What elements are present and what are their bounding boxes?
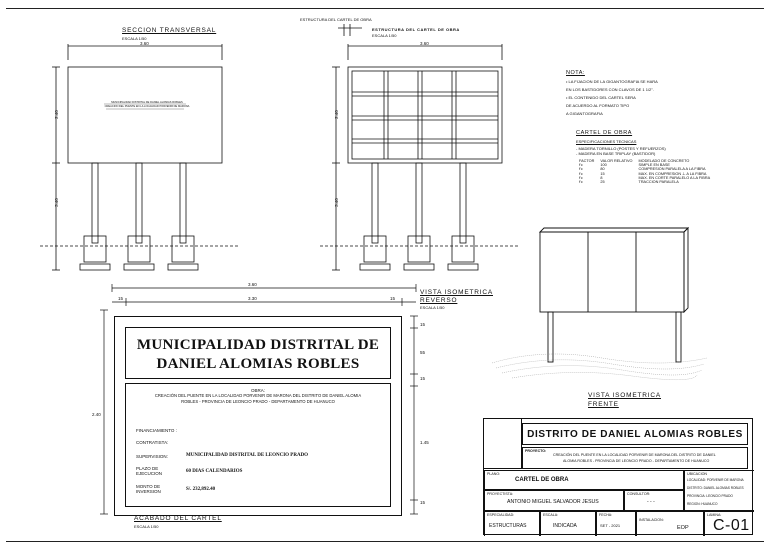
especialidad-cell	[484, 511, 540, 536]
logo-area	[484, 419, 522, 469]
vista-reverso-title: VISTA ISOMETRICA	[420, 289, 493, 296]
vista-reverso-scale: ESCALA 1/50	[420, 305, 445, 310]
spec-cell: 15	[600, 171, 605, 176]
vista-frente-title: VISTA ISOMETRICA	[588, 392, 661, 399]
specs-table	[576, 159, 713, 184]
proyecto-text-1: CREACIÓN DEL PUENTE EN LA LOCALIDAD PORVENIR DE MARONA DEL DISTRITO DE DANIEL	[553, 453, 716, 457]
sign-plazo-value: 60 DIAS CALENDARIOS	[186, 469, 243, 474]
ubicacion-line: PROVINCIA: LEONCIO PRADO	[687, 494, 733, 498]
vista-frente-sub: FRENTE	[588, 401, 619, 408]
spec-col-header: VALOR RELATIVO	[600, 159, 633, 163]
specs-block	[576, 130, 736, 184]
lamina-value: C-01	[713, 517, 750, 534]
sign-body-panel	[125, 383, 391, 507]
spec-cell: COMPRESION PARALELA A LA FIBRA	[638, 167, 706, 171]
estructura-scale: ESCALA 1/50	[372, 33, 397, 38]
sign-monto-label: MONTO DE INVERSION	[136, 484, 161, 494]
proyectista-label: PROYECTISTA:	[487, 492, 514, 496]
spec-cell: 100	[600, 163, 607, 167]
proyectista-value: ANTONIO MIGUEL SALVADOR JESUS	[507, 499, 599, 505]
spec-cell: 25	[600, 180, 605, 184]
acabado-dim-margin-right: 15	[390, 296, 396, 301]
spec-cell: 8	[600, 176, 603, 180]
spec-cell: f'c	[579, 167, 583, 171]
ubicacion-line: DISTRITO: DANIEL ALOMIAS ROBLES	[687, 486, 744, 490]
ubicacion-line: LOCALIDAD: PORVENIR DE MARONA	[687, 478, 744, 482]
sec-dim-lower: 3.40	[53, 198, 59, 207]
seccion-transversal-title: SECCION TRANSVERSAL	[122, 27, 217, 34]
note-line: A GIGANTOGRAFIA	[566, 111, 603, 116]
sec-dim-top: 3.60	[140, 41, 149, 46]
board-small-text	[104, 101, 190, 108]
acabado-scale: ESCALA 1/50	[134, 524, 159, 529]
instalacion-value: EOP	[677, 525, 689, 531]
acabado-dim-total-height: 2.40	[92, 412, 101, 417]
proyecto-label: PROYECTO:	[525, 449, 547, 453]
title-block	[483, 418, 753, 535]
note-line: EN LOS BASTIDORES CON CLAVOS DE 1 1/2".	[566, 87, 654, 92]
consultor-value: - - -	[647, 499, 655, 505]
acabado-title: ACABADO DEL CARTEL	[134, 515, 222, 522]
isometric-frente-drawing	[482, 218, 712, 393]
specs-line: - MADERA EN BASE TRIPLAY (BASTIDOR)	[576, 151, 656, 156]
sign-obra-text-1: CREACIÓN DEL PUENTE EN LA LOCALIDAD PORVENIR DE MARONA DEL DISTRITO DE DANIEL ALOMIA	[154, 393, 362, 398]
acabado-dim-mid: 15	[420, 376, 426, 381]
sign-title-line1: MUNICIPALIDAD DISTRITAL DE	[136, 337, 380, 353]
est-dim-upper: 2.40	[333, 110, 339, 119]
est-dim-top: 3.60	[420, 41, 429, 46]
spec-cell: f'c	[579, 171, 583, 176]
acabado-dim-lower: 1.45	[420, 440, 429, 445]
ubicacion-label: UBICACION	[687, 472, 707, 476]
note-line: DE ACUERDO AL FORMATO TIPO	[566, 103, 630, 108]
sign-title-panel	[125, 327, 391, 379]
structure-label-icon	[338, 24, 362, 36]
instalacion-cell	[636, 511, 704, 536]
sign-outer	[114, 316, 402, 516]
acabado-dim-total-width: 3.60	[248, 282, 257, 287]
lamina-label: LAMINA:	[707, 513, 722, 517]
proyectista-cell	[484, 490, 624, 511]
sign-plazo-label: PLAZO DE EJECUCION	[136, 466, 163, 476]
proyecto-text-2: ALOMIA ROBLES - PROVINCIA DE LEONCIO PRADO - DEPARTAMENTO DE HUANUCO	[563, 459, 710, 463]
especialidad-value: ESTRUCTURAS	[489, 523, 527, 529]
board-small-line: MUNICIPALIDAD DISTRITAL DE DANIEL ALOMIAS ROBLES	[111, 101, 183, 104]
sign-supervision-label: SUPERVISION:	[136, 454, 168, 459]
escala-value: INDICADA	[553, 523, 577, 529]
header-tiny: ESTRUCTURA DEL CARTEL DE OBRA	[300, 17, 372, 22]
district-name: DISTRITO DE DANIEL ALOMIAS ROBLES	[527, 428, 743, 440]
seccion-transversal-scale: ESCALA 1/50	[122, 36, 147, 41]
instalacion-label: INSTALACION:	[639, 518, 664, 522]
acabado-dim-band: 55	[420, 350, 426, 355]
proyecto-cell	[522, 447, 748, 469]
sign-obra-label: OBRA:	[250, 388, 265, 393]
spec-cell: f'c	[579, 180, 583, 184]
lamina-cell	[704, 511, 754, 536]
spec-col-header: FACTOR	[579, 159, 595, 163]
spec-cell: f'c	[579, 176, 583, 180]
sec-dim-upper: 2.40	[53, 110, 59, 119]
vista-reverso-sub: REVERSO	[420, 297, 458, 304]
sign-title-line2: DANIEL ALOMIAS ROBLES	[156, 356, 360, 372]
notes-block	[566, 70, 676, 119]
specs-line: - MADERA TORNILLO (POSTES Y REFUERZOS)	[576, 146, 666, 151]
acabado-dim-inner-width: 3.30	[248, 296, 257, 301]
spec-col-header: MODELADO DE CONCRETO	[638, 159, 690, 163]
acabado-dim-bottom: 15	[420, 500, 426, 505]
consultor-cell	[624, 490, 684, 511]
specs-heading: CARTEL DE OBRA	[576, 130, 633, 136]
plano-value: CARTEL DE OBRA	[515, 477, 569, 483]
note-line: • EL CONTENIDO DEL CARTEL SERA	[566, 95, 636, 100]
spec-cell: TRACCION PARALELA	[638, 180, 679, 184]
ubicacion-cell	[684, 470, 754, 511]
fecha-cell	[596, 511, 636, 536]
acabado-dim-top: 15	[420, 322, 426, 327]
ubicacion-line: REGION: HUANUCO	[687, 502, 718, 506]
board-small-line: CREACION DEL PUENTE EN LA LOCALIDAD PORVENIR DE MARONA	[104, 104, 190, 108]
sign-financiamiento-label: FINANCIAMIENTO :	[136, 428, 177, 433]
sign-monto-value: S/. 232,892.40	[186, 487, 216, 492]
spec-cell: MAX. EN CORTE PARALELO A LA FIBRA	[638, 176, 711, 180]
sign-supervision-value: MUNICIPALIDAD DISTRITAL DE LEONCIO PRADO	[186, 453, 309, 458]
escala-label: ESCALA:	[543, 513, 559, 517]
estructura-title: ESTRUCTURA DEL CARTEL DE OBRA	[372, 27, 460, 32]
consultor-label: CONSULTOR:	[627, 492, 651, 496]
notes-heading: NOTA:	[566, 70, 585, 76]
seccion-transversal-drawing	[40, 40, 250, 280]
sign-contratista-label: CONTRATISTA:	[136, 440, 169, 445]
plano-cell	[484, 470, 684, 490]
district-banner	[522, 423, 748, 445]
fecha-label: FECHA:	[599, 513, 613, 517]
est-dim-lower: 3.40	[333, 198, 339, 207]
spec-cell: f'c	[579, 163, 583, 167]
spec-cell: SIMPLE EN BASE	[638, 163, 670, 167]
sign-obra-text-2: ROBLES - PROVINCIA DE LEONCIO PRADO - DEPARTAMENTO DE HUANUCO	[181, 399, 335, 404]
specs-subheading: ESPECIFICACIONES TECNICAS	[576, 139, 637, 144]
acabado-dim-margin-left: 15	[118, 296, 124, 301]
spec-cell: MAX. EN COMPRESION ⊥ A LA FIBRA	[638, 172, 707, 176]
fecha-value: SET - 2021	[600, 523, 621, 528]
note-line: • LA FIJACION DE LA GIGANTOGRAFIA SE HARA	[566, 79, 658, 84]
spec-cell: 80	[600, 167, 605, 171]
especialidad-label: ESPECIALIDAD:	[487, 513, 515, 517]
plano-label: PLANO:	[487, 472, 501, 476]
escala-cell	[540, 511, 596, 536]
